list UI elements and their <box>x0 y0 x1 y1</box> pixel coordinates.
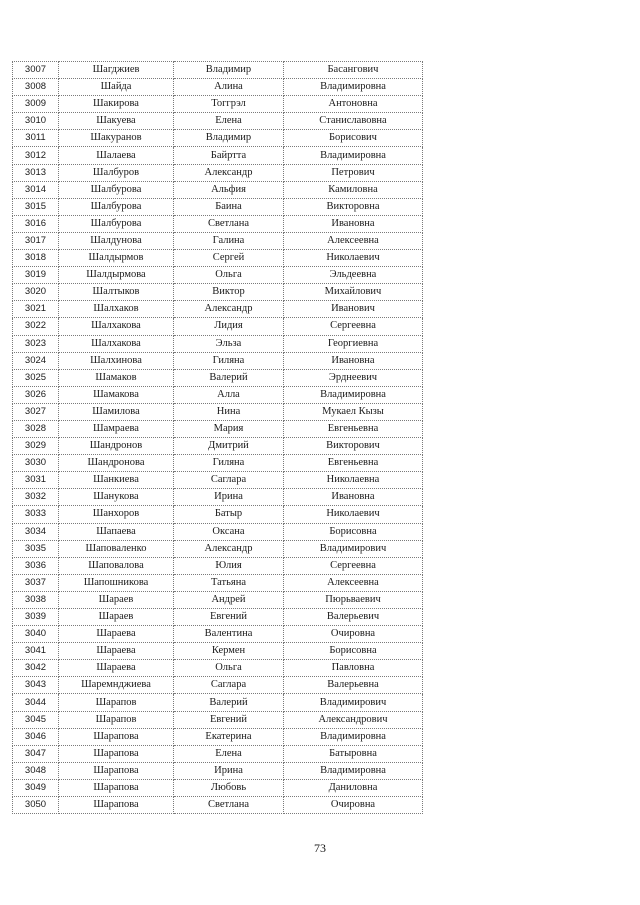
row-number-cell: 3027 <box>13 403 59 420</box>
first-name-cell: Александр <box>174 540 284 557</box>
row-number-cell: 3035 <box>13 540 59 557</box>
surname-cell: Шамилова <box>59 403 174 420</box>
first-name-cell: Ирина <box>174 762 284 779</box>
first-name-cell: Светлана <box>174 797 284 814</box>
first-name-cell: Татьяна <box>174 574 284 591</box>
row-number-cell: 3044 <box>13 694 59 711</box>
first-name-cell: Елена <box>174 113 284 130</box>
surname-cell: Шалхинова <box>59 352 174 369</box>
table-row <box>13 318 423 335</box>
table-row <box>13 557 423 574</box>
surname-cell: Шалаева <box>59 147 174 164</box>
first-name-cell: Кермен <box>174 643 284 660</box>
first-name-cell: Владимир <box>174 62 284 79</box>
patronymic-cell: Викторович <box>284 438 423 455</box>
roster-body <box>13 62 423 814</box>
first-name-cell: Тоггрэл <box>174 96 284 113</box>
first-name-cell: Гиляна <box>174 352 284 369</box>
row-number-cell: 3011 <box>13 130 59 147</box>
table-row <box>13 284 423 301</box>
surname-cell: Шаремнджиева <box>59 677 174 694</box>
patronymic-cell: Иванович <box>284 301 423 318</box>
table-row <box>13 62 423 79</box>
table-row <box>13 352 423 369</box>
surname-cell: Шалхакова <box>59 318 174 335</box>
surname-cell: Шараев <box>59 609 174 626</box>
table-row <box>13 420 423 437</box>
table-row <box>13 164 423 181</box>
patronymic-cell: Камиловна <box>284 181 423 198</box>
first-name-cell: Саглара <box>174 472 284 489</box>
first-name-cell: Алла <box>174 386 284 403</box>
first-name-cell: Валерий <box>174 694 284 711</box>
first-name-cell: Оксана <box>174 523 284 540</box>
row-number-cell: 3047 <box>13 745 59 762</box>
surname-cell: Шалбуров <box>59 164 174 181</box>
patronymic-cell: Сергеевна <box>284 557 423 574</box>
first-name-cell: Альфия <box>174 181 284 198</box>
surname-cell: Шанукова <box>59 489 174 506</box>
table-row <box>13 438 423 455</box>
row-number-cell: 3007 <box>13 62 59 79</box>
surname-cell: Шарапова <box>59 762 174 779</box>
patronymic-cell: Александрович <box>284 711 423 728</box>
patronymic-cell: Георгиевна <box>284 335 423 352</box>
first-name-cell: Юлия <box>174 557 284 574</box>
patronymic-cell: Валерьевна <box>284 677 423 694</box>
patronymic-cell: Ивановна <box>284 215 423 232</box>
table-row <box>13 643 423 660</box>
table-row <box>13 591 423 608</box>
row-number-cell: 3031 <box>13 472 59 489</box>
row-number-cell: 3048 <box>13 762 59 779</box>
patronymic-cell: Алексеевна <box>284 574 423 591</box>
surname-cell: Шапаева <box>59 523 174 540</box>
table-row <box>13 198 423 215</box>
row-number-cell: 3018 <box>13 250 59 267</box>
first-name-cell: Валентина <box>174 626 284 643</box>
surname-cell: Шалдунова <box>59 232 174 249</box>
patronymic-cell: Ивановна <box>284 352 423 369</box>
surname-cell: Шагджиев <box>59 62 174 79</box>
surname-cell: Шанхоров <box>59 506 174 523</box>
surname-cell: Шалдырмов <box>59 250 174 267</box>
table-row <box>13 711 423 728</box>
surname-cell: Шапошникова <box>59 574 174 591</box>
row-number-cell: 3034 <box>13 523 59 540</box>
first-name-cell: Александр <box>174 301 284 318</box>
row-number-cell: 3014 <box>13 181 59 198</box>
patronymic-cell: Очировна <box>284 797 423 814</box>
patronymic-cell: Эльдеевна <box>284 267 423 284</box>
first-name-cell: Батыр <box>174 506 284 523</box>
surname-cell: Шанкиева <box>59 472 174 489</box>
table-row <box>13 147 423 164</box>
patronymic-cell: Ивановна <box>284 489 423 506</box>
table-row <box>13 797 423 814</box>
row-number-cell: 3009 <box>13 96 59 113</box>
roster-table <box>12 61 423 814</box>
table-row <box>13 728 423 745</box>
row-number-cell: 3020 <box>13 284 59 301</box>
first-name-cell: Любовь <box>174 779 284 796</box>
patronymic-cell: Сергеевна <box>284 318 423 335</box>
row-number-cell: 3016 <box>13 215 59 232</box>
table-row <box>13 215 423 232</box>
first-name-cell: Ольга <box>174 267 284 284</box>
row-number-cell: 3040 <box>13 626 59 643</box>
surname-cell: Шакирова <box>59 96 174 113</box>
patronymic-cell: Эрднеевич <box>284 369 423 386</box>
first-name-cell: Валерий <box>174 369 284 386</box>
patronymic-cell: Владимировна <box>284 386 423 403</box>
row-number-cell: 3025 <box>13 369 59 386</box>
table-row <box>13 130 423 147</box>
table-row <box>13 455 423 472</box>
patronymic-cell: Батыровна <box>284 745 423 762</box>
first-name-cell: Андрей <box>174 591 284 608</box>
row-number-cell: 3046 <box>13 728 59 745</box>
table-row <box>13 301 423 318</box>
row-number-cell: 3024 <box>13 352 59 369</box>
first-name-cell: Евгений <box>174 711 284 728</box>
surname-cell: Шалдырмова <box>59 267 174 284</box>
row-number-cell: 3032 <box>13 489 59 506</box>
first-name-cell: Лидия <box>174 318 284 335</box>
row-number-cell: 3049 <box>13 779 59 796</box>
patronymic-cell: Басангович <box>284 62 423 79</box>
surname-cell: Шаповаленко <box>59 540 174 557</box>
first-name-cell: Виктор <box>174 284 284 301</box>
row-number-cell: 3041 <box>13 643 59 660</box>
table-row <box>13 660 423 677</box>
first-name-cell: Мария <box>174 420 284 437</box>
surname-cell: Шараева <box>59 643 174 660</box>
row-number-cell: 3023 <box>13 335 59 352</box>
table-row <box>13 113 423 130</box>
row-number-cell: 3033 <box>13 506 59 523</box>
patronymic-cell: Борисович <box>284 130 423 147</box>
first-name-cell: Саглара <box>174 677 284 694</box>
row-number-cell: 3013 <box>13 164 59 181</box>
table-row <box>13 626 423 643</box>
row-number-cell: 3050 <box>13 797 59 814</box>
patronymic-cell: Даниловна <box>284 779 423 796</box>
first-name-cell: Ирина <box>174 489 284 506</box>
row-number-cell: 3030 <box>13 455 59 472</box>
row-number-cell: 3042 <box>13 660 59 677</box>
first-name-cell: Алина <box>174 79 284 96</box>
first-name-cell: Елена <box>174 745 284 762</box>
table-row <box>13 677 423 694</box>
patronymic-cell: Алексеевна <box>284 232 423 249</box>
surname-cell: Шалбурова <box>59 181 174 198</box>
surname-cell: Шалбурова <box>59 198 174 215</box>
patronymic-cell: Николаевич <box>284 250 423 267</box>
patronymic-cell: Николаевич <box>284 506 423 523</box>
patronymic-cell: Павловна <box>284 660 423 677</box>
row-number-cell: 3038 <box>13 591 59 608</box>
surname-cell: Шалтыков <box>59 284 174 301</box>
table-row <box>13 609 423 626</box>
row-number-cell: 3045 <box>13 711 59 728</box>
patronymic-cell: Михайлович <box>284 284 423 301</box>
patronymic-cell: Владимировна <box>284 147 423 164</box>
first-name-cell: Гиляна <box>174 455 284 472</box>
patronymic-cell: Мукаел Кызы <box>284 403 423 420</box>
first-name-cell: Екатерина <box>174 728 284 745</box>
first-name-cell: Евгений <box>174 609 284 626</box>
patronymic-cell: Станиславовна <box>284 113 423 130</box>
table-row <box>13 79 423 96</box>
row-number-cell: 3029 <box>13 438 59 455</box>
patronymic-cell: Борисовна <box>284 523 423 540</box>
table-row <box>13 762 423 779</box>
first-name-cell: Дмитрий <box>174 438 284 455</box>
row-number-cell: 3022 <box>13 318 59 335</box>
table-row <box>13 779 423 796</box>
patronymic-cell: Владимирович <box>284 694 423 711</box>
first-name-cell: Баина <box>174 198 284 215</box>
row-number-cell: 3017 <box>13 232 59 249</box>
patronymic-cell: Евгеньевна <box>284 455 423 472</box>
surname-cell: Шакуранов <box>59 130 174 147</box>
surname-cell: Шарапова <box>59 797 174 814</box>
patronymic-cell: Пюрьваевич <box>284 591 423 608</box>
patronymic-cell: Борисовна <box>284 643 423 660</box>
table-row <box>13 489 423 506</box>
table-row <box>13 267 423 284</box>
table-row <box>13 386 423 403</box>
surname-cell: Шакуева <box>59 113 174 130</box>
first-name-cell: Нина <box>174 403 284 420</box>
table-row <box>13 250 423 267</box>
table-row <box>13 574 423 591</box>
row-number-cell: 3037 <box>13 574 59 591</box>
surname-cell: Шарапова <box>59 728 174 745</box>
patronymic-cell: Владимирович <box>284 540 423 557</box>
patronymic-cell: Евгеньевна <box>284 420 423 437</box>
row-number-cell: 3008 <box>13 79 59 96</box>
patronymic-cell: Петрович <box>284 164 423 181</box>
surname-cell: Шамаков <box>59 369 174 386</box>
surname-cell: Шарапова <box>59 745 174 762</box>
row-number-cell: 3026 <box>13 386 59 403</box>
surname-cell: Шамакова <box>59 386 174 403</box>
page-number: 73 <box>314 841 326 855</box>
row-number-cell: 3036 <box>13 557 59 574</box>
row-number-cell: 3015 <box>13 198 59 215</box>
table-row <box>13 232 423 249</box>
surname-cell: Шамраева <box>59 420 174 437</box>
surname-cell: Шарапов <box>59 711 174 728</box>
patronymic-cell: Владимировна <box>284 762 423 779</box>
table-row <box>13 506 423 523</box>
surname-cell: Шараев <box>59 591 174 608</box>
table-row <box>13 540 423 557</box>
surname-cell: Шараева <box>59 660 174 677</box>
patronymic-cell: Антоновна <box>284 96 423 113</box>
surname-cell: Шалбурова <box>59 215 174 232</box>
surname-cell: Шаповалова <box>59 557 174 574</box>
surname-cell: Шалхакова <box>59 335 174 352</box>
table-row <box>13 335 423 352</box>
surname-cell: Шайда <box>59 79 174 96</box>
row-number-cell: 3043 <box>13 677 59 694</box>
surname-cell: Шандронов <box>59 438 174 455</box>
table-row <box>13 523 423 540</box>
first-name-cell: Байртта <box>174 147 284 164</box>
first-name-cell: Сергей <box>174 250 284 267</box>
table-row <box>13 96 423 113</box>
row-number-cell: 3019 <box>13 267 59 284</box>
patronymic-cell: Владимировна <box>284 728 423 745</box>
first-name-cell: Эльза <box>174 335 284 352</box>
first-name-cell: Галина <box>174 232 284 249</box>
first-name-cell: Ольга <box>174 660 284 677</box>
patronymic-cell: Николаевна <box>284 472 423 489</box>
patronymic-cell: Владимировна <box>284 79 423 96</box>
patronymic-cell: Очировна <box>284 626 423 643</box>
surname-cell: Шарапов <box>59 694 174 711</box>
surname-cell: Шарапова <box>59 779 174 796</box>
table-row <box>13 472 423 489</box>
row-number-cell: 3039 <box>13 609 59 626</box>
first-name-cell: Александр <box>174 164 284 181</box>
surname-cell: Шандронова <box>59 455 174 472</box>
row-number-cell: 3028 <box>13 420 59 437</box>
table-row <box>13 745 423 762</box>
table-row <box>13 694 423 711</box>
row-number-cell: 3010 <box>13 113 59 130</box>
patronymic-cell: Викторовна <box>284 198 423 215</box>
table-row <box>13 181 423 198</box>
table-row <box>13 403 423 420</box>
first-name-cell: Владимир <box>174 130 284 147</box>
surname-cell: Шалхаков <box>59 301 174 318</box>
row-number-cell: 3021 <box>13 301 59 318</box>
table-row <box>13 369 423 386</box>
patronymic-cell: Валерьевич <box>284 609 423 626</box>
first-name-cell: Светлана <box>174 215 284 232</box>
surname-cell: Шараева <box>59 626 174 643</box>
row-number-cell: 3012 <box>13 147 59 164</box>
